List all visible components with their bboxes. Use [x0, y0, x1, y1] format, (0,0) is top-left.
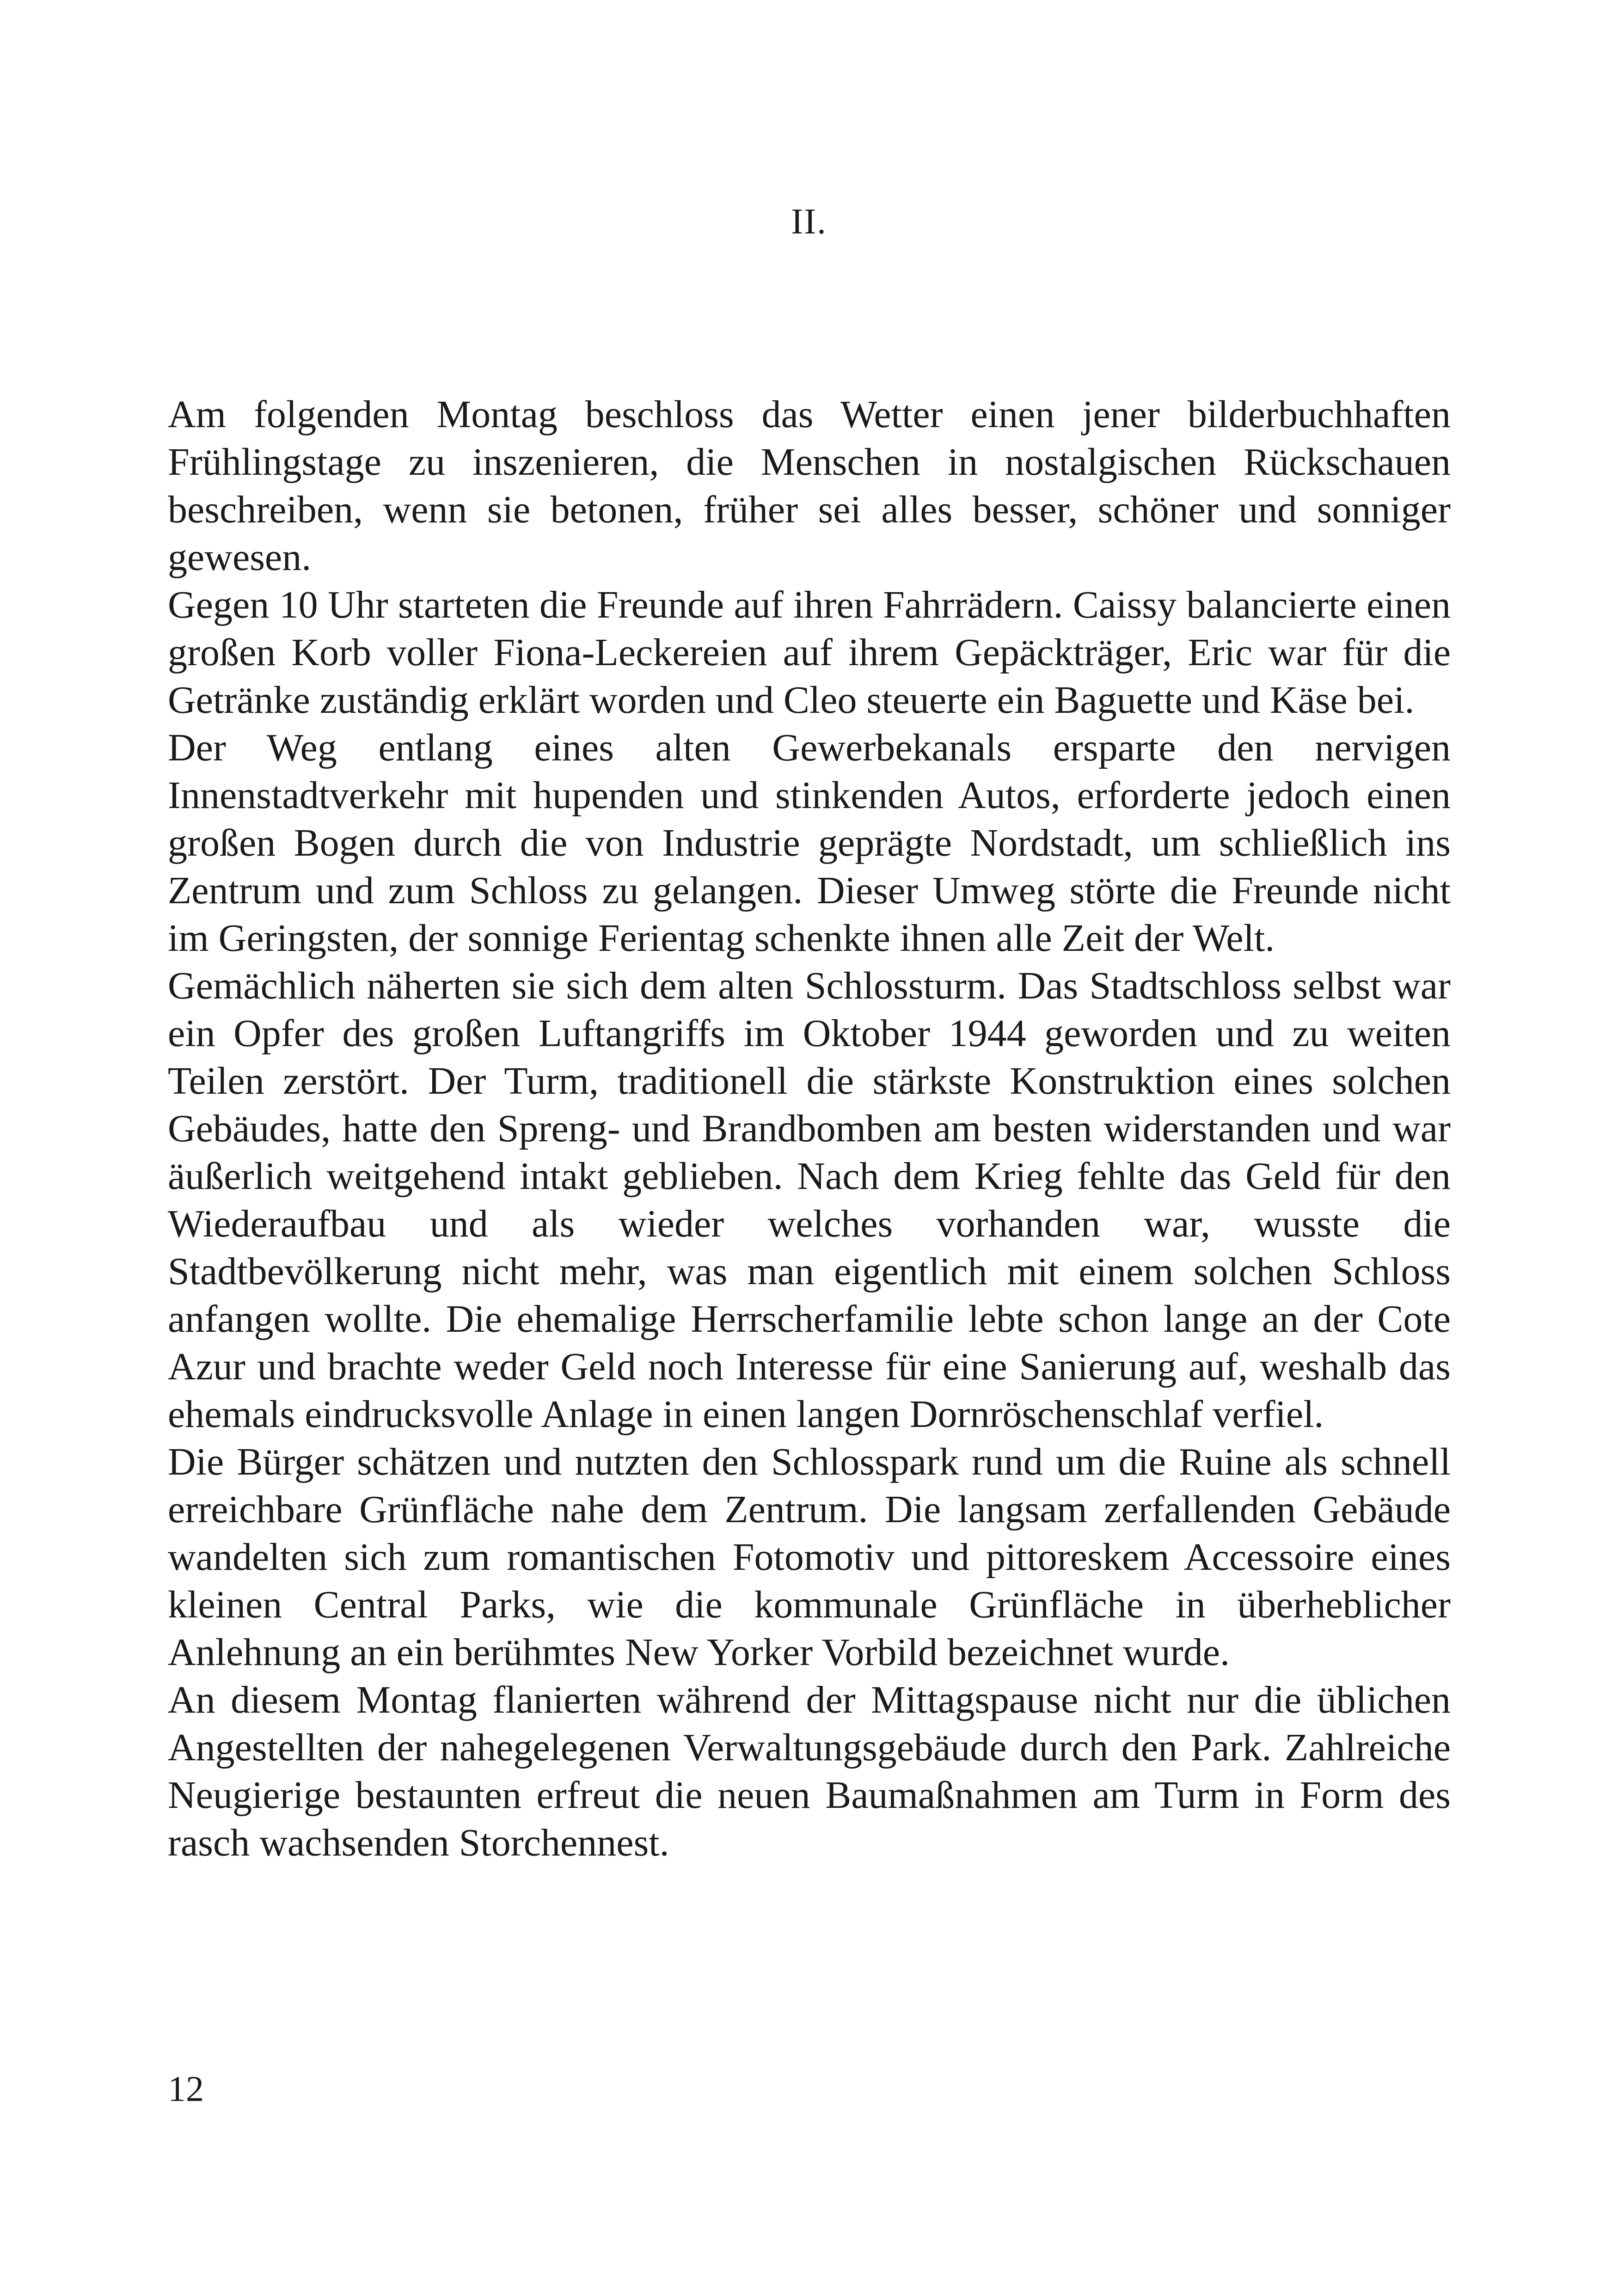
- paragraph-2: Gegen 10 Uhr starteten die Freunde auf ihren Fahrrädern. Caissy balancierte einen großen Korb voller Fiona-Leckereien auf ihrem Gepäckträger, Eric war für die Getränke zuständig erklärt worden und Cleo steuerte ein Baguette und Käse bei.: [168, 583, 1451, 722]
- chapter-body: [168, 391, 1451, 1867]
- page-number: 12: [168, 2069, 204, 2109]
- paragraph-1: Am folgenden Montag beschloss das Wetter einen jener bilderbuchhaften Frühlingstage zu inszenieren, die Menschen in nostalgischen Rückschauen beschreiben, wenn sie betonen, früher sei alles besser, schöner und sonniger gewesen.: [168, 393, 1451, 579]
- paragraph-3: Der Weg entlang eines alten Gewerbekanals ersparte den nervigen Innenstadtverkehr mit hupenden und stinkenden Autos, erforderte jedoch einen großen Bogen durch die von Industrie geprägte Nordstadt, um schließlich ins Zentrum und zum Schloss zu gelangen. Dieser Umweg störte die Freunde nicht im Geringsten, der sonnige Ferientag schenkte ihnen alle Zeit der Welt.: [168, 726, 1451, 960]
- chapter-heading: II.: [791, 201, 827, 241]
- paragraph-4: Gemächlich näherten sie sich dem alten Schlossturm. Das Stadtschloss selbst war ein Opfer des großen Luftangriffs im Oktober 1944 geworden und zu weiten Teilen zerstört. Der Turm, traditionell die stärkste Konstruktion eines solchen Gebäudes, hatte den Spreng- und Brandbomben am besten widerstanden und war äußerlich weitgehend intakt geblieben. Nach dem Krieg fehlte das Geld für den Wiederaufbau und als wieder welches vorhanden war, wusste die Stadtbevölkerung nicht mehr, was man eigentlich mit einem solchen Schloss anfangen wollte. Die ehemalige Herrscherfamilie lebte schon lange an der Cote Azur und brachte weder Geld noch Interesse für eine Sanierung auf, weshalb das ehemals eindrucksvolle Anlage in einen langen Dornröschenschlaf verfiel.: [168, 964, 1451, 1436]
- paragraph-6: An diesem Montag flanierten während der Mittagspause nicht nur die üblichen Angestellten der nahegelegenen Verwaltungsgebäude durch den Park. Zahlreiche Neugierige bestaunten erfreut die neuen Baumaßnahmen am Turm in Form des rasch wachsenden Storchennest.: [168, 1678, 1451, 1864]
- paragraph-5: Die Bürger schätzen und nutzten den Schlosspark rund um die Ruine als schnell erreichbare Grünfläche nahe dem Zentrum. Die langsam zerfallenden Gebäude wandelten sich zum romantischen Fotomotiv und pittoreskem Accessoire eines kleinen Central Parks, wie die kommunale Grünfläche in überheblicher Anlehnung an ein berühmtes New Yorker Vorbild bezeichnet wurde.: [168, 1440, 1451, 1674]
